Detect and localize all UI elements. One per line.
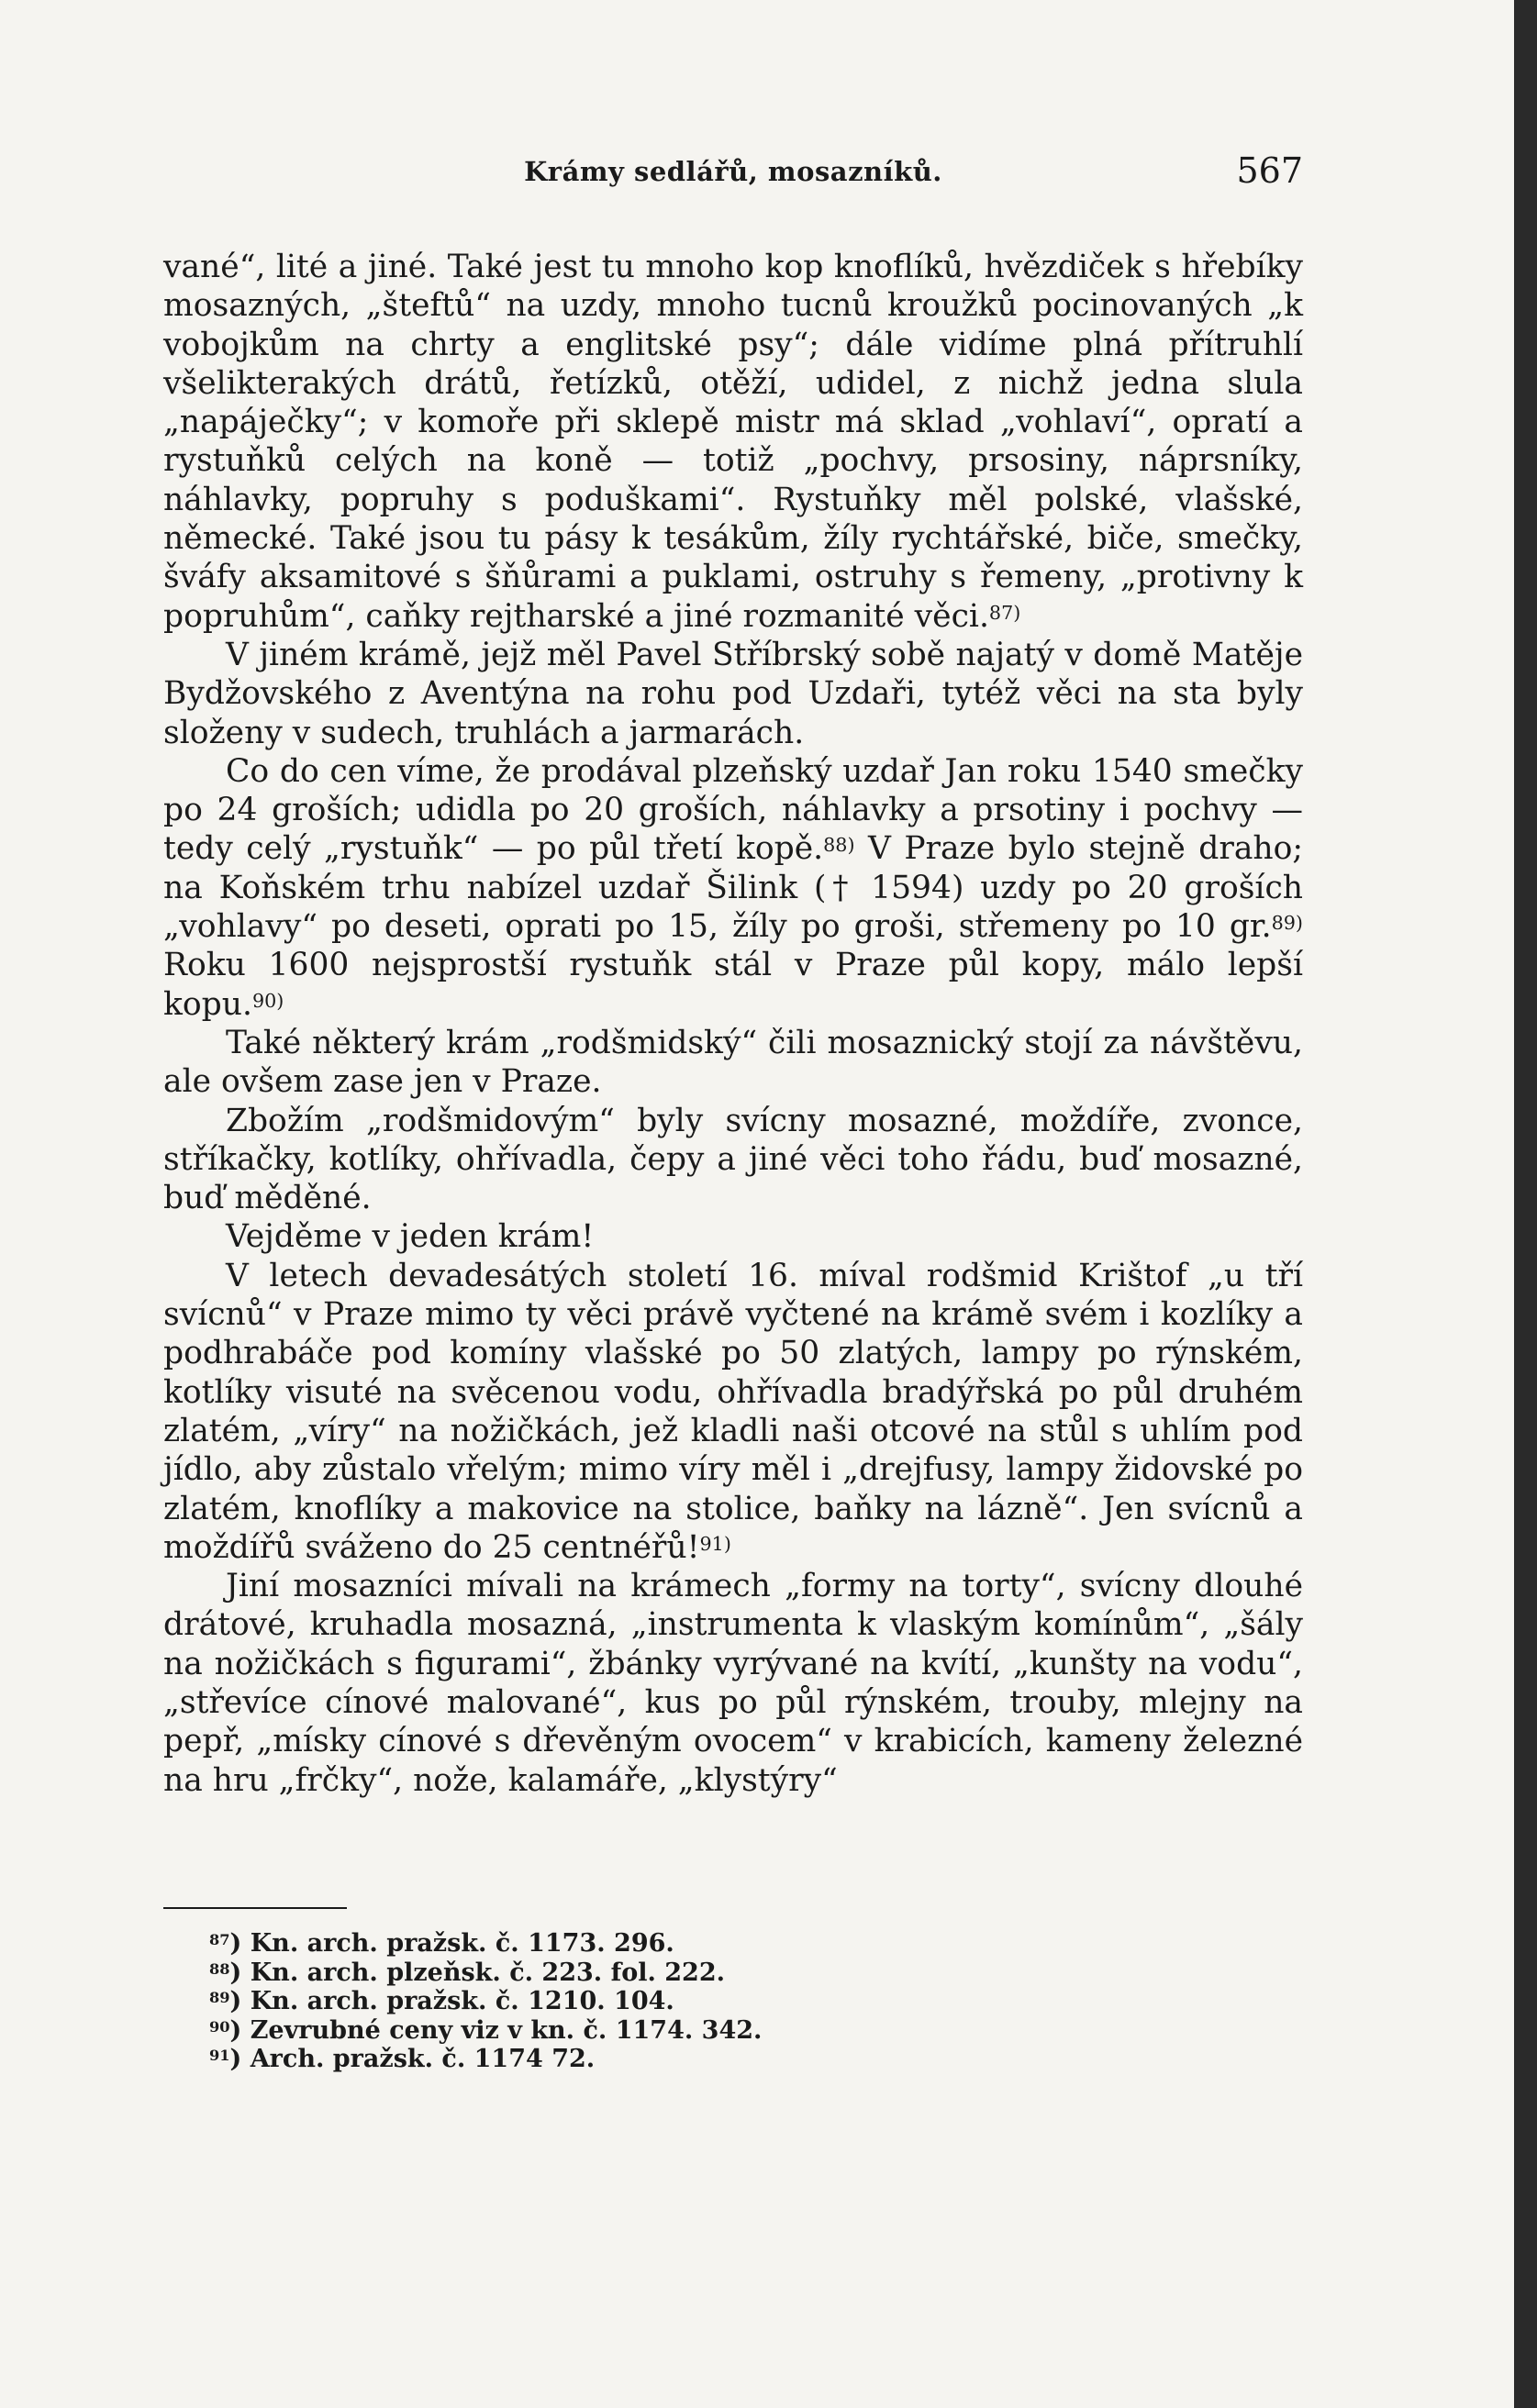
footnote-number: 89 — [209, 1989, 230, 2006]
paragraph-text: Roku 1600 nejsprostší rystuňk stál v Praze půl kopy, málo lepší kopu. — [163, 947, 1303, 1023]
footnote: $^{87}$) Kn. arch. pražsk. č. 1173. 296. — [209, 1929, 674, 1958]
footnote-ref: 89) — [1271, 912, 1303, 935]
footnote-number: 91 — [209, 2047, 230, 2064]
footnote-text: Kn. arch. pražsk. č. 1173. 296. — [250, 1929, 674, 1958]
footnote-ref: 88) — [823, 834, 855, 857]
paragraph-text: Vejděme v jeden krám! — [226, 1218, 595, 1256]
paragraph-text: V letech devadesátých století 16. míval rodšmid Krištof „u tří svícnů“ v Praze mimo ty věci právě vyčtené na krámě svém i kozlíky a podhrabáče pod komíny vlašské po 50 zlatých, lampy po rýnském, kotlíky visuté na svěcenou vodu, ohřívadla bradýřská po půl druhém zlatém, „víry“ na nožičkách, jež kladli naši otcové na stůl s uhlím pod jídlo, aby zůstalo vřelým; mimo víry měl i „drejfusy, lampy židovské po zlatém, knoflíky a makovice na stolice, baňky na lázně“. Jen svícnů a moždířů sváženo do 25 centnéřů! — [163, 1257, 1303, 1566]
paragraph — [163, 1024, 1303, 1102]
footnote-text: Arch. pražsk. č. 1174 72. — [250, 2045, 596, 2073]
footnote: $^{90}$) Zevrubné ceny viz v kn. č. 1174. 342. — [209, 2015, 763, 2045]
paragraph — [163, 1102, 1303, 1218]
footnote-text: Kn. arch. plzeňsk. č. 223. fol. 222. — [250, 1958, 726, 1987]
footnote-divider — [163, 1907, 347, 1909]
body-text — [163, 248, 1303, 1800]
footnote-number: 87 — [209, 1931, 230, 1948]
paragraph — [163, 636, 1303, 752]
footnote-ref: 91) — [699, 1532, 731, 1555]
paragraph — [163, 1257, 1303, 1567]
paragraph-text: V jiném krámě, jejž měl Pavel Stříbrský sobě najatý v domě Matěje Bydžovského z Aventýna na rohu pod Uzdaři, tytéž věci na sta byly složeny v sudech, truhlách a jarmarách. — [163, 636, 1303, 751]
paragraph-text: V Praze bylo stejně draho; na Koňském trhu nabízel uzdař Šilink († 1594) uzdy po 20 groších „vohlavy“ po deseti, oprati po 15, žíly po groši, střemeny po 10 gr. — [163, 830, 1303, 946]
footnotes — [209, 1929, 1035, 2074]
paragraph-text: Zbožím „rodšmidovým“ byly svícny mosazné, moždíře, zvonce, stříkačky, kotlíky, ohřívadla, čepy a jiné věci toho řádu, buď mosazné, buď měděné. — [163, 1102, 1303, 1217]
footnote: $^{88}$) Kn. arch. plzeňsk. č. 223. fol. 222. — [209, 1958, 726, 1987]
footnote-ref: 87) — [988, 601, 1021, 624]
paragraph-text: Jiní mosazníci mívali na krámech „formy na torty“, svícny dlouhé drátové, kruhadla mosazná, „instrumenta k vlaským komínům“, „šály na nožičkách s figurami“, žbánky vyrývané na kvítí, „kunšty na vodu“, „střevíce cínové malované“, kus po půl rýnském, trouby, mlejny na pepř, „mísky cínové s dřevěným ovocem“ v krabicích, kameny železné na hru „frčky“, nože, kalamáře, „klystýry“ — [163, 1568, 1303, 1799]
paragraph — [163, 752, 1303, 1024]
footnote-text: Zevrubné ceny viz v kn. č. 1174. 342. — [250, 2015, 763, 2045]
paragraph-text: Co do cen víme, že prodával plzeňský uzdař Jan roku 1540 smečky po 24 groších; udidla po 20 groších, náhlavky a prsotiny i pochvy — tedy celý „rystuňk“ — po půl třetí kopě. — [163, 752, 1303, 868]
running-title: Krámy sedlářů, mosazníků. — [524, 156, 942, 187]
footnote: $^{91}$) Arch. pražsk. č. 1174 72. — [209, 2045, 596, 2073]
paragraph — [163, 1217, 1303, 1256]
page-number: 567 — [1236, 150, 1303, 191]
footnote-text: Kn. arch. pražsk. č. 1210. 104. — [250, 1987, 674, 2015]
scan-edge — [1514, 0, 1537, 2408]
paragraph-text: vané“, lité a jiné. Také jest tu mnoho kop knoflíků, hvězdiček s hřebíky mosazných, „šteftů“ na uzdy, mnoho tucnů kroužků pocinovaných „k vobojkům na chrty a englitské psy“; dále vidíme plná přítruhlí všelikterakých drátů, řetízků, otěží, udidel, z nichž jedna slula „napáječky“; v komoře při sklepě mistr má sklad „vohlaví“, opratí a rystuňků celých na koně — totiž „pochvy, prsosiny, náprsníky, náhlavky, popruhy s poduškami“. Rystuňky měl polské, vlašské, německé. Také jsou tu pásy k tesákům, žíly rychtářské, biče, smečky, šváfy aksamitové s šňůrami a puklami, ostruhy s řemeny, „protivny k popruhům“, caňky rejtharské a jiné rozmanité věci. — [163, 249, 1303, 635]
paragraph-text: Také některý krám „rodšmidský“ čili mosaznický stojí za návštěvu, ale ovšem zase jen v Praze. — [163, 1024, 1303, 1101]
page-header — [163, 150, 1303, 200]
footnote-number: 88 — [209, 1959, 230, 1978]
footnote-number: 90 — [209, 2017, 230, 2036]
footnote-ref: 90) — [251, 989, 284, 1012]
paragraph — [163, 1567, 1303, 1800]
footnote: $^{89}$) Kn. arch. pražsk. č. 1210. 104. — [209, 1987, 674, 2015]
paragraph — [163, 248, 1303, 636]
